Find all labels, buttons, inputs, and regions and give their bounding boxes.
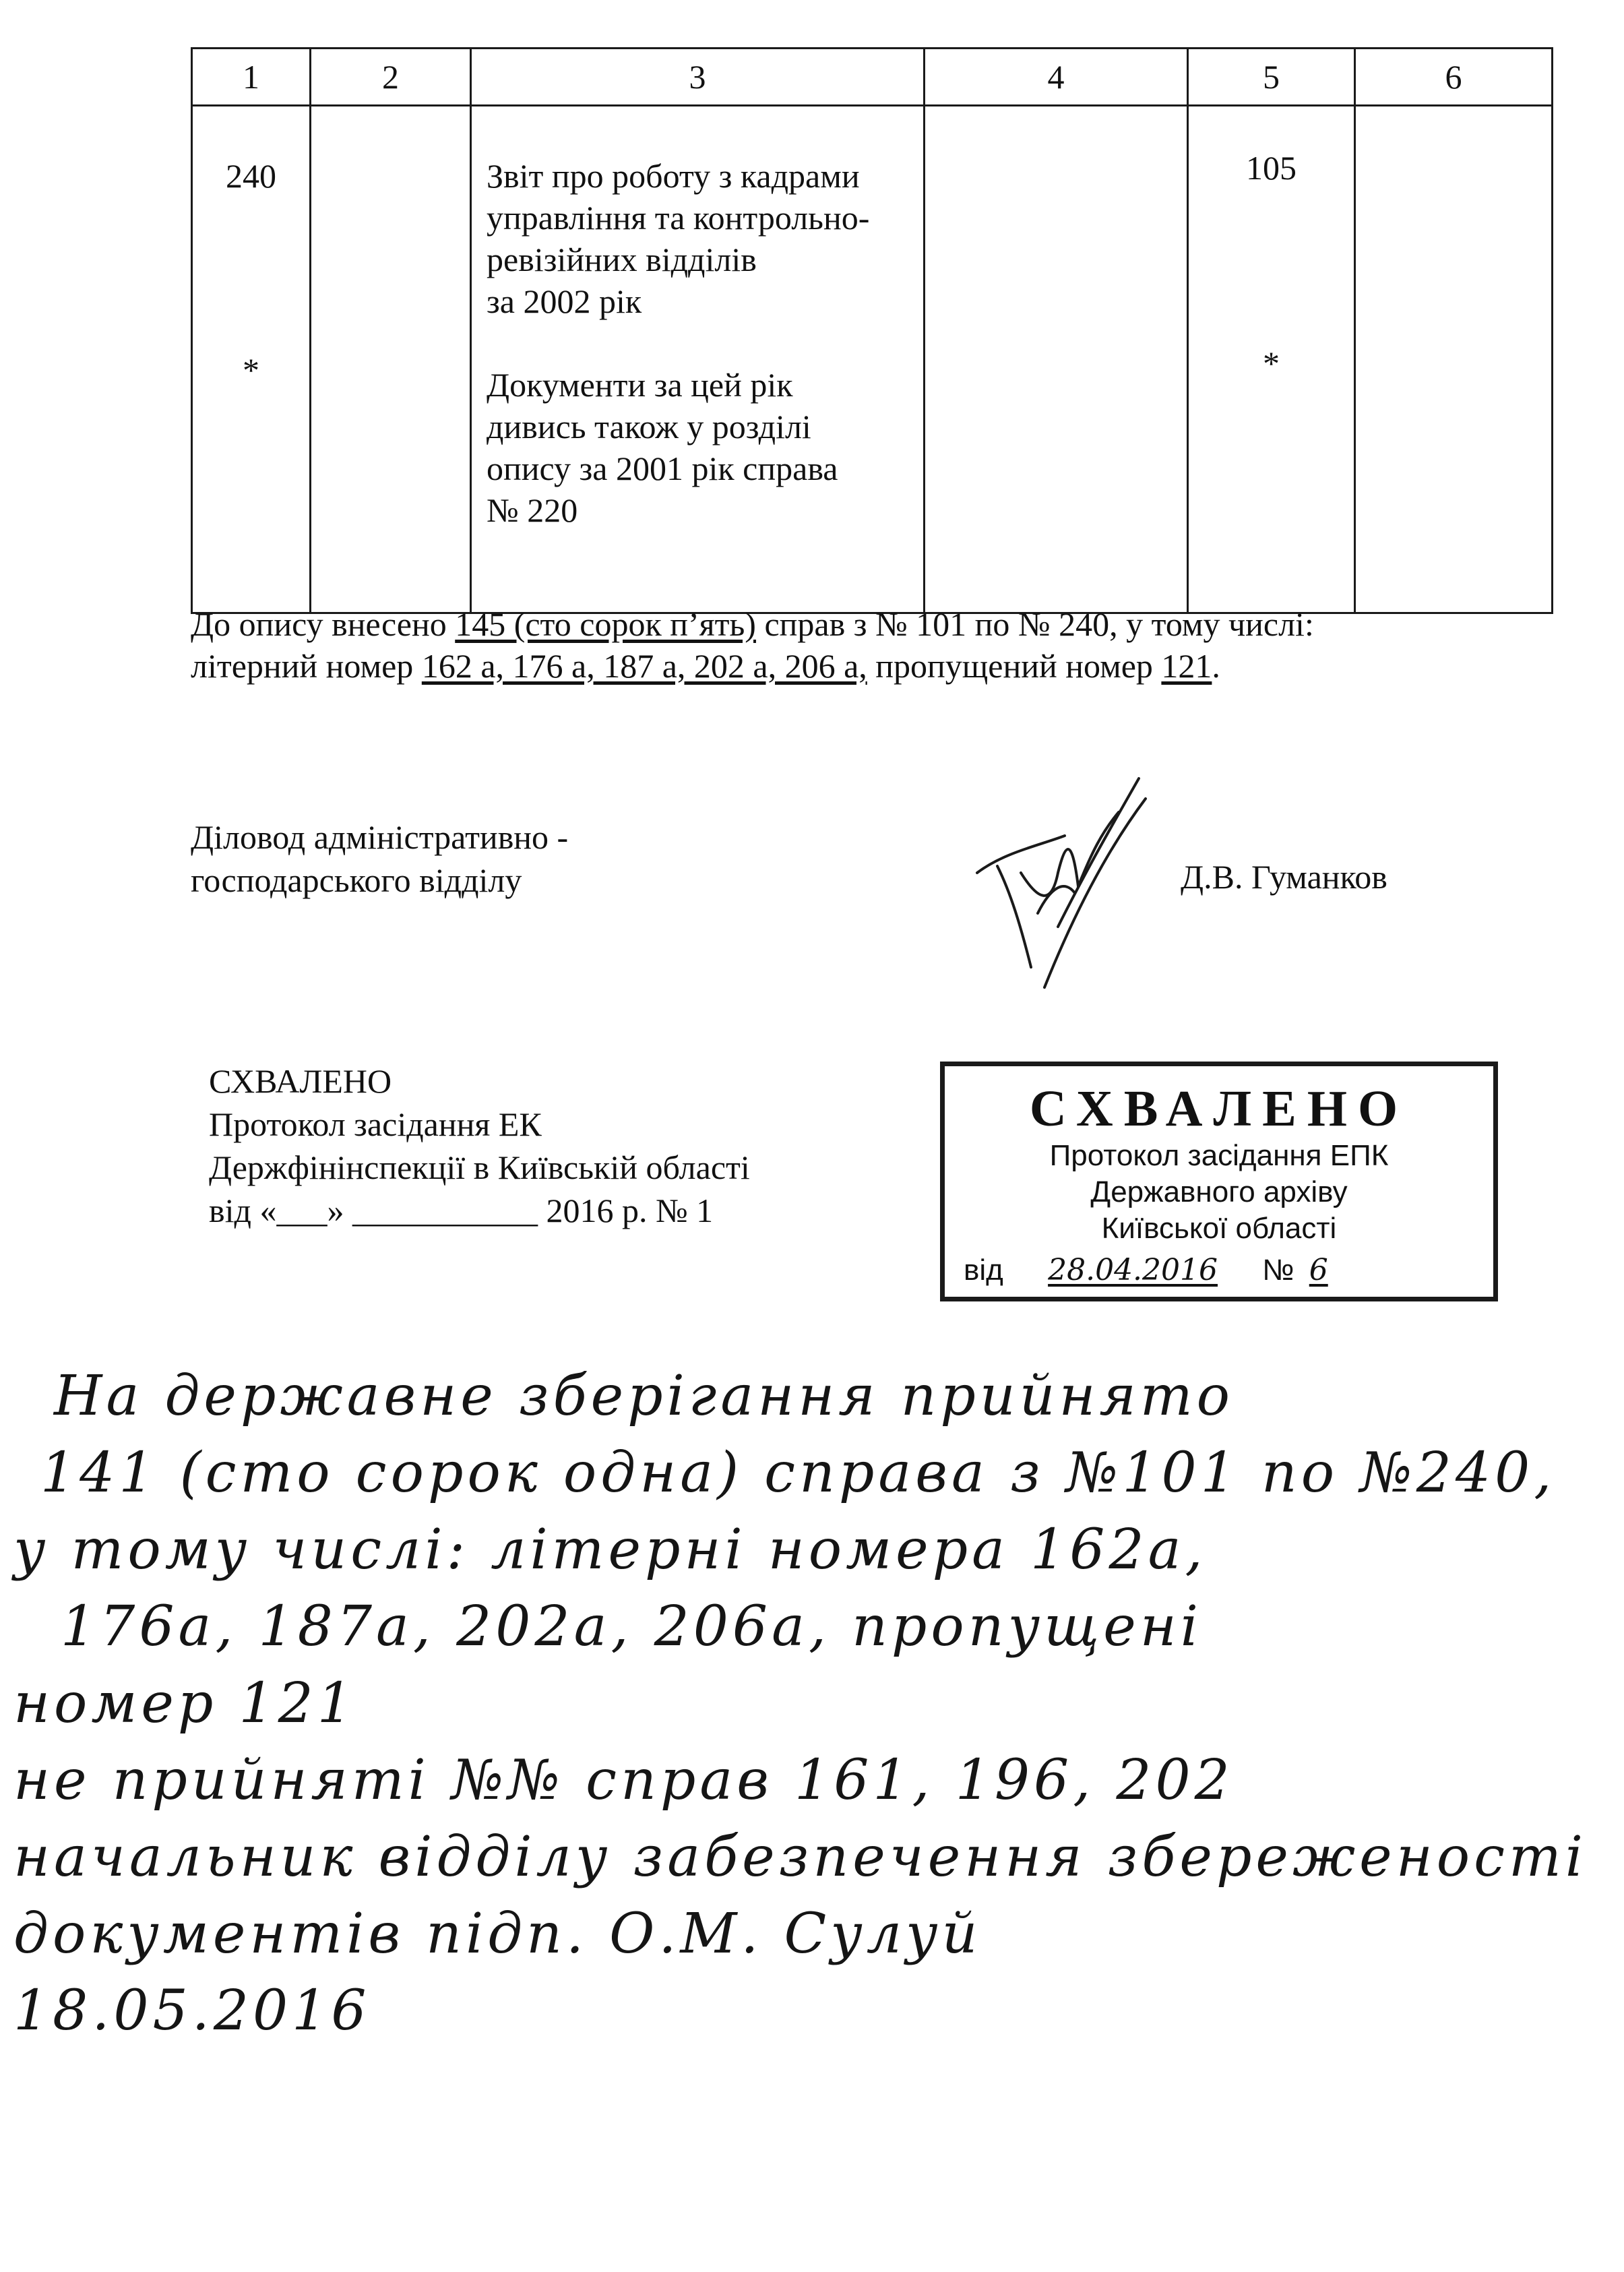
stamp-line: Державного архіву <box>1090 1175 1348 1208</box>
column-header-4: 4 <box>925 49 1188 106</box>
inventory-table <box>191 47 1553 614</box>
summary-text: . <box>1212 647 1220 685</box>
clerk-title-line: господарського відділу <box>191 861 522 899</box>
approval-line: Протокол засідання ЕК <box>209 1105 542 1143</box>
archive-approval-stamp <box>940 1062 1498 1301</box>
stamp-number-prefix: № <box>1262 1254 1294 1287</box>
column-header-3: 3 <box>471 49 925 106</box>
handwritten-line: 141 (сто сорок одна) справа з №101 по №240, <box>40 1441 1556 1505</box>
summary-text: справ з № 101 по № 240, у тому числі: <box>755 605 1314 643</box>
case-title-line: ревізійних відділів <box>487 241 757 278</box>
stamp-line: Київської області <box>1101 1212 1337 1245</box>
handwritten-line: не прийняті №№ справ 161, 196, 202 <box>13 1748 1234 1812</box>
column-header-6: 6 <box>1355 49 1553 106</box>
case-note-line: дивись також у розділі <box>487 408 811 446</box>
summary-text: До опису внесено <box>191 605 456 643</box>
handwritten-line: начальник відділу забезпечення збереженості <box>13 1825 1587 1889</box>
case-title-line: управління та контрольно- <box>487 199 870 237</box>
summary-text: літерний номер <box>191 647 422 685</box>
ek-approval-block <box>209 1060 750 1232</box>
summary-case-count: 145 (сто сорок п’ять) <box>455 605 756 643</box>
cell-number <box>192 106 311 613</box>
case-number-star: * <box>243 351 259 389</box>
summary-letter-numbers: 162 а, 176 а, 187 а, 202 а, 206 а, <box>421 647 867 685</box>
cell-col5 <box>1188 106 1355 613</box>
column-header-2: 2 <box>311 49 471 106</box>
table-header-row <box>192 49 1553 106</box>
approval-date-line: від «___» ___________ 2016 р. № 1 <box>209 1192 714 1229</box>
table-row <box>192 106 1553 613</box>
case-note-line: № 220 <box>487 491 578 529</box>
summary-text: пропущений номер <box>867 647 1162 685</box>
handwritten-line: 176а, 187а, 202а, 206а, пропущені <box>61 1595 1203 1659</box>
stamp-date-line <box>964 1253 1489 1287</box>
case-number: 240 <box>226 157 276 195</box>
handwritten-resolution <box>13 1358 1611 2050</box>
handwritten-date: 18.05.2016 <box>13 1979 371 2043</box>
stamp-number-value: 6 <box>1309 1253 1328 1287</box>
handwritten-line: На державне зберігання прийнято <box>54 1364 1234 1428</box>
stamp-title: СХВАЛЕНО <box>1029 1080 1409 1137</box>
handwritten-line: номер 121 <box>13 1671 356 1736</box>
inventory-summary <box>191 603 1572 687</box>
stamp-date-prefix: від <box>964 1254 1003 1287</box>
cell-col4 <box>925 106 1188 613</box>
stamp-date-value: 28.04.2016 <box>1048 1253 1218 1287</box>
handwritten-line: документів підп. О.М. Сулуй <box>13 1902 982 1966</box>
case-note-line: опису за 2001 рік справа <box>487 450 838 487</box>
stamp-line: Протокол засідання ЕПК <box>1049 1139 1389 1172</box>
sheet-count: 105 <box>1246 149 1297 187</box>
approval-line: Держфінінспекції в Київській області <box>209 1148 750 1186</box>
sheet-count-star: * <box>1263 344 1280 382</box>
case-title-line: Звіт про роботу з кадрами <box>487 157 860 195</box>
cell-col2 <box>311 106 471 613</box>
summary-skipped-number: 121 <box>1161 647 1212 685</box>
handwritten-line: у тому числі: літерні номера 162а, <box>13 1518 1207 1582</box>
clerk-title <box>191 816 568 902</box>
column-header-5: 5 <box>1188 49 1355 106</box>
handwritten-signature <box>957 772 1179 994</box>
approval-heading: СХВАЛЕНО <box>209 1062 392 1100</box>
clerk-title-line: Діловод адміністративно - <box>191 818 569 856</box>
cell-title <box>471 106 925 613</box>
case-note-line: Документи за цей рік <box>487 366 793 404</box>
case-title-line: за 2002 рік <box>487 282 642 320</box>
clerk-name: Д.В. Гуманков <box>1181 858 1387 896</box>
column-header-1: 1 <box>192 49 311 106</box>
cell-col6 <box>1355 106 1553 613</box>
